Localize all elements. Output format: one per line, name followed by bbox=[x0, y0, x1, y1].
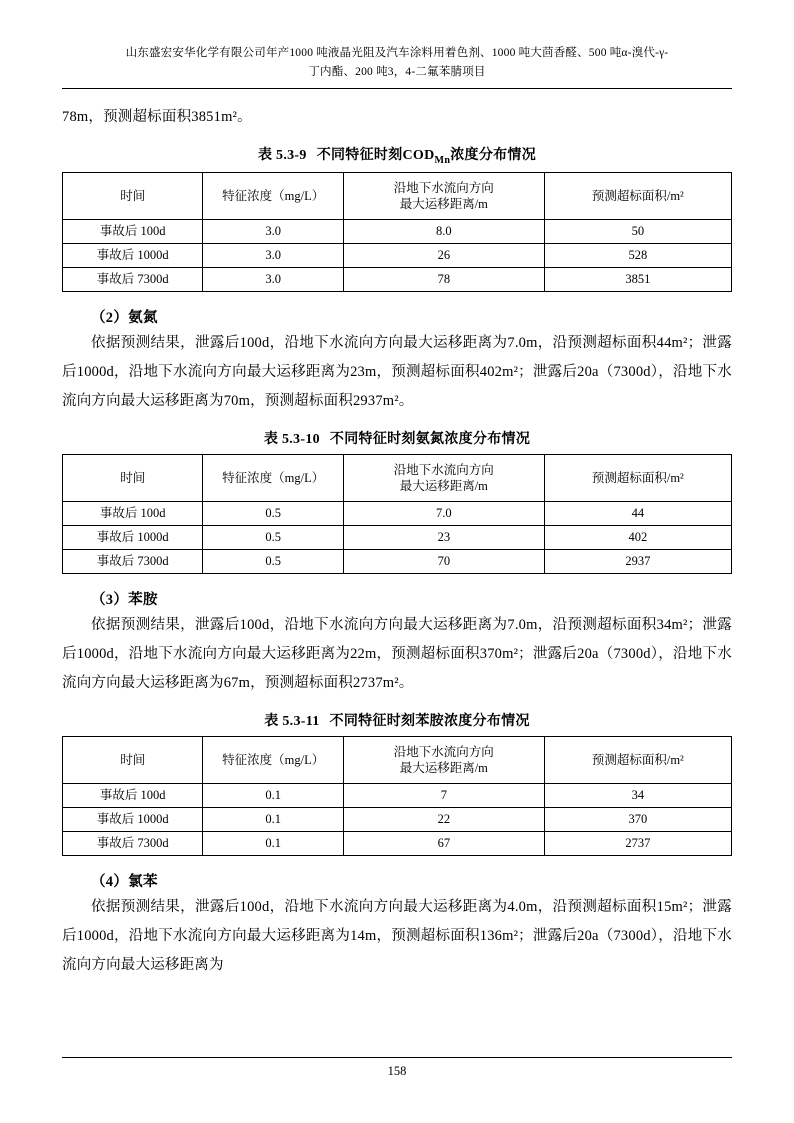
table-aniline bbox=[62, 736, 732, 856]
cell-concentration: 3.0 bbox=[203, 244, 343, 268]
column-header-distance-line2: 最大运移距离/m bbox=[399, 761, 488, 776]
cell-time: 事故后 100d bbox=[63, 220, 203, 244]
cell-distance: 7.0 bbox=[343, 502, 544, 526]
page-number: 158 bbox=[387, 1064, 407, 1078]
table-header-row bbox=[63, 172, 732, 220]
cell-distance: 22 bbox=[343, 808, 544, 832]
column-header-distance bbox=[343, 172, 544, 220]
intro-paragraph: 78m，预测超标面积3851m²。 bbox=[62, 108, 252, 125]
cell-time: 事故后 7300d bbox=[63, 832, 203, 856]
header-line-2: 丁内酯、200 吨3，4-二氟苯腈项目 bbox=[308, 65, 486, 78]
page-footer bbox=[62, 1057, 732, 1079]
cell-time: 事故后 100d bbox=[63, 784, 203, 808]
cell-concentration: 0.1 bbox=[203, 832, 343, 856]
cell-concentration: 0.1 bbox=[203, 808, 343, 832]
table-header-row bbox=[63, 736, 732, 784]
table-caption-number-2: 表 5.3-10 bbox=[263, 431, 320, 447]
table-row bbox=[63, 526, 732, 550]
cell-area: 44 bbox=[544, 502, 731, 526]
table-cod bbox=[62, 172, 732, 292]
cell-area: 528 bbox=[544, 244, 731, 268]
column-header-concentration: 特征浓度（mg/L） bbox=[203, 172, 343, 220]
cell-area: 402 bbox=[544, 526, 731, 550]
page-header bbox=[62, 44, 732, 82]
cell-concentration: 0.1 bbox=[203, 784, 343, 808]
table-row bbox=[63, 784, 732, 808]
section-heading-ammonia: （2）氨氮 bbox=[91, 309, 158, 326]
column-header-concentration: 特征浓度（mg/L） bbox=[203, 736, 343, 784]
cell-time: 事故后 7300d bbox=[63, 550, 203, 574]
header-line-1: 山东盛宏安华化学有限公司年产1000 吨液晶光阻及汽车涂料用着色剂、1000 吨大茴香醛、500 吨α-溴代-γ- bbox=[125, 47, 669, 59]
column-header-distance-line2: 最大运移距离/m bbox=[399, 196, 488, 211]
cell-distance: 8.0 bbox=[343, 220, 544, 244]
column-header-distance bbox=[343, 454, 544, 502]
table-caption-tail-1: 浓度分布情况 bbox=[450, 147, 537, 163]
column-header-distance bbox=[343, 736, 544, 784]
column-header-area: 预测超标面积/m² bbox=[544, 736, 731, 784]
cell-area: 2937 bbox=[544, 550, 731, 574]
cell-area: 34 bbox=[544, 784, 731, 808]
cell-concentration: 3.0 bbox=[203, 267, 343, 291]
cell-area: 3851 bbox=[544, 267, 731, 291]
section-heading-chlorobenzene: （4）氯苯 bbox=[91, 874, 158, 891]
cell-concentration: 0.5 bbox=[203, 550, 343, 574]
cell-area: 2737 bbox=[544, 832, 731, 856]
table-row bbox=[63, 267, 732, 291]
cell-area: 50 bbox=[544, 220, 731, 244]
column-header-distance-line1: 沿地下水流向方向 bbox=[393, 744, 494, 759]
table-ammonia bbox=[62, 454, 732, 574]
cell-concentration: 0.5 bbox=[203, 526, 343, 550]
cell-area: 370 bbox=[544, 808, 731, 832]
column-header-time: 时间 bbox=[63, 172, 203, 220]
section-heading-aniline: （3）苯胺 bbox=[91, 591, 158, 608]
section-paragraph-ammonia: 依据预测结果，泄露后100d，沿地下水流向方向最大运移距离为7.0m，沿预测超标面积44m²；泄露后1000d，沿地下水流向方向最大运移距离为23m，预测超标面积402m²；泄露后20a（7300d），沿地下水流向方向最大运移距离为70m，预测超标面积2937m²。 bbox=[62, 334, 732, 409]
cell-time: 事故后 1000d bbox=[63, 808, 203, 832]
header-divider bbox=[62, 88, 732, 89]
footer-divider bbox=[62, 1057, 732, 1058]
table-row bbox=[63, 808, 732, 832]
table-row bbox=[63, 220, 732, 244]
column-header-time: 时间 bbox=[63, 736, 203, 784]
column-header-time: 时间 bbox=[63, 454, 203, 502]
column-header-distance-line1: 沿地下水流向方向 bbox=[393, 180, 494, 195]
table-caption-1 bbox=[62, 144, 732, 166]
table-row bbox=[63, 244, 732, 268]
table-row bbox=[63, 502, 732, 526]
column-header-area: 预测超标面积/m² bbox=[544, 454, 731, 502]
cell-distance: 7 bbox=[343, 784, 544, 808]
table-caption-text-3: 不同特征时刻苯胺浓度分布情况 bbox=[329, 713, 530, 729]
column-header-distance-line2: 最大运移距离/m bbox=[399, 479, 488, 494]
table-row bbox=[63, 550, 732, 574]
column-header-area: 预测超标面积/m² bbox=[544, 172, 731, 220]
cell-distance: 23 bbox=[343, 526, 544, 550]
cell-distance: 26 bbox=[343, 244, 544, 268]
table-row bbox=[63, 832, 732, 856]
cell-distance: 70 bbox=[343, 550, 544, 574]
table-caption-number-3: 表 5.3-11 bbox=[264, 713, 320, 729]
section-paragraph-aniline: 依据预测结果，泄露后100d，沿地下水流向方向最大运移距离为7.0m，沿预测超标面积34m²；泄露后1000d，沿地下水流向方向最大运移距离为22m，预测超标面积370m²；泄露后20a（7300d），沿地下水流向方向最大运移距离为67m，预测超标面积2737m²。 bbox=[62, 616, 732, 691]
cell-concentration: 0.5 bbox=[203, 502, 343, 526]
column-header-concentration: 特征浓度（mg/L） bbox=[203, 454, 343, 502]
table-caption-number-1: 表 5.3-9 bbox=[257, 147, 307, 163]
cell-time: 事故后 1000d bbox=[63, 526, 203, 550]
column-header-distance-line1: 沿地下水流向方向 bbox=[393, 462, 494, 477]
table-header-row bbox=[63, 454, 732, 502]
cell-distance: 67 bbox=[343, 832, 544, 856]
cell-distance: 78 bbox=[343, 267, 544, 291]
section-paragraph-chlorobenzene: 依据预测结果，泄露后100d，沿地下水流向方向最大运移距离为4.0m，沿预测超标面积15m²；泄露后1000d，沿地下水流向方向最大运移距离为14m，预测超标面积136m²；泄露后20a（7300d），沿地下水流向方向最大运移距离为 bbox=[62, 899, 732, 974]
table-caption-3 bbox=[62, 710, 732, 730]
table-caption-2 bbox=[62, 428, 732, 448]
cell-time: 事故后 1000d bbox=[63, 244, 203, 268]
table-caption-text-1: 不同特征时刻COD bbox=[316, 147, 435, 163]
table-caption-subscript-1: Mn bbox=[434, 154, 451, 166]
table-caption-text-2: 不同特征时刻氨氮浓度分布情况 bbox=[329, 431, 531, 447]
cell-concentration: 3.0 bbox=[203, 220, 343, 244]
cell-time: 事故后 100d bbox=[63, 502, 203, 526]
cell-time: 事故后 7300d bbox=[63, 267, 203, 291]
